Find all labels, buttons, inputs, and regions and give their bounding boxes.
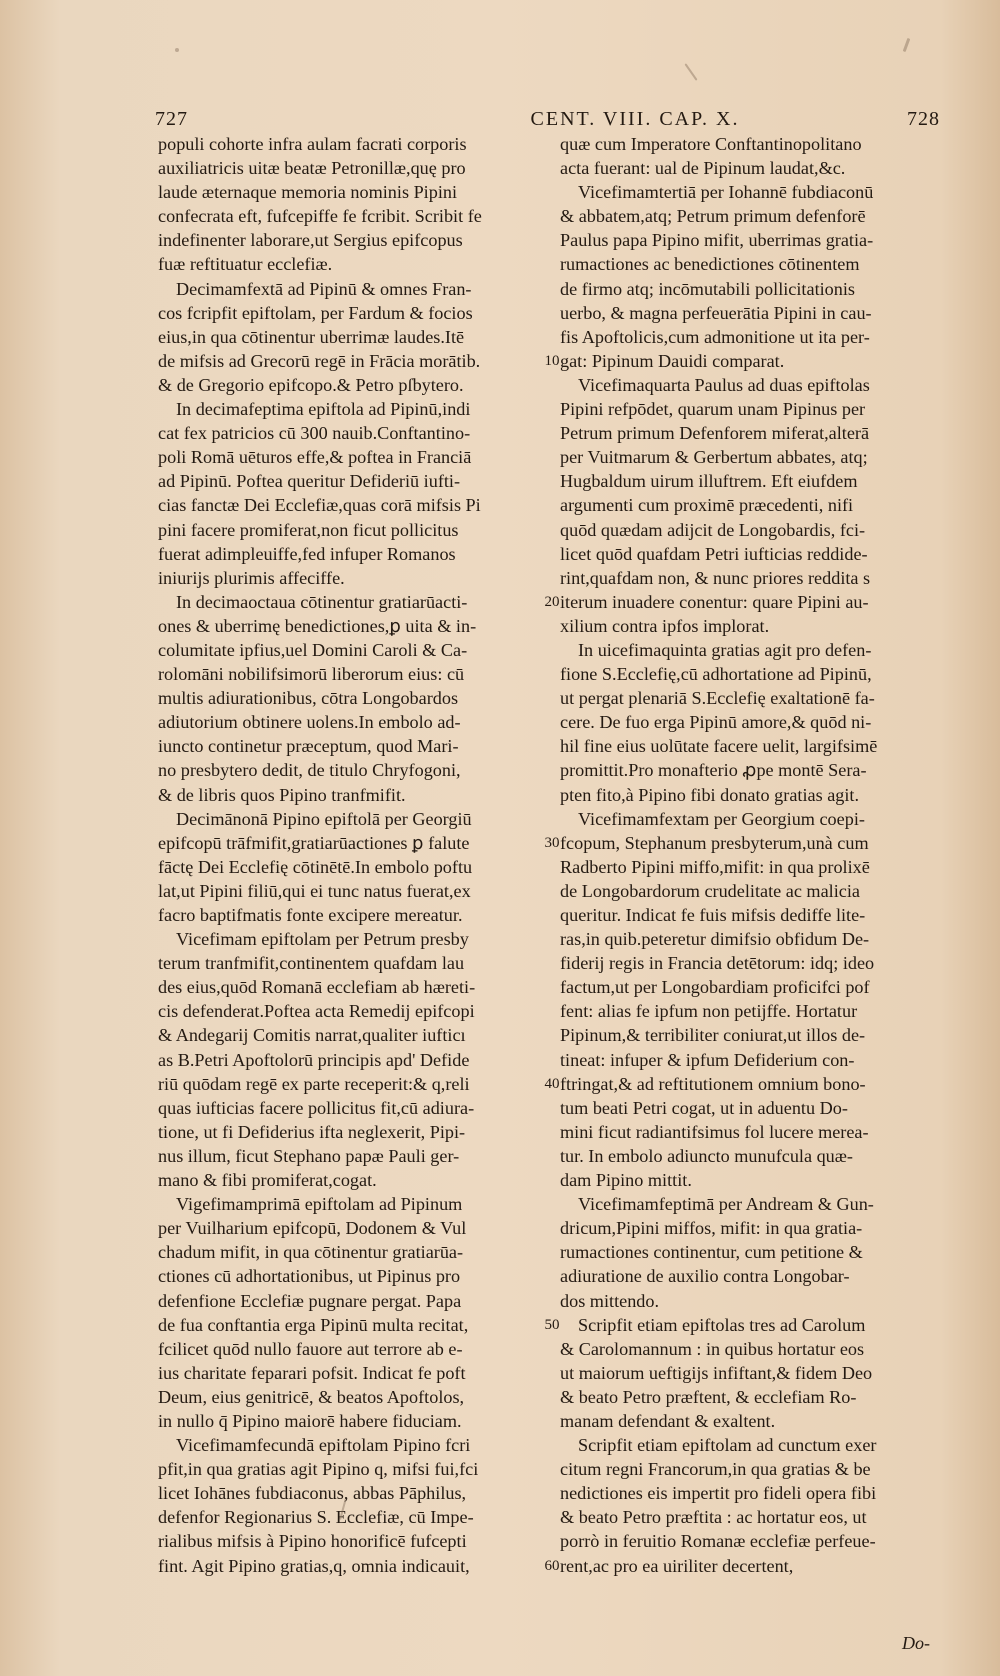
text-line: riū quōdam regē ex parte receperit:& q,reli (158, 1073, 470, 1094)
text-line: tione, ut fi Defiderius ifta neglexerit, Pipi- (158, 1121, 466, 1142)
text-line: ctiones cū adhortationibus, ut Pipinus pro (158, 1266, 461, 1287)
text-line: nus illum, ficut Stephano papæ Pauli ger- (158, 1145, 460, 1166)
text-line: lat,ut Pipini filiū,qui ei tunc natus fuerat,ex (158, 880, 471, 901)
text-line: mini ficut radiantifsimus fol lucere merea- (560, 1121, 869, 1142)
text-line: cis defenderat.Poftea acta Remedij epifcopi (158, 1001, 475, 1022)
text-line: ut maiorum ueftigijs infiftant,& fidem Deo (560, 1362, 873, 1383)
text-line: Decimamfextā ad Pipinū & omnes Fran- (176, 278, 472, 299)
text-line: ut pergat plenariā S.Ecclefię exaltationē fa- (560, 688, 875, 709)
text-line: Vicefimamtertiā per Iohannē fubdiaconū (578, 182, 874, 203)
text-line: & beato Petro præftita : ac hortatur eos, ut (560, 1507, 867, 1528)
text-line: defenfione Ecclefiæ pugnare pergat. Papa (158, 1290, 462, 1311)
text-line: auxiliatricis uitæ beatæ Petronillæ,quę pro (158, 158, 466, 179)
text-line: In decimaoctaua cōtinentur gratiarūacti- (176, 591, 468, 612)
line-number: 10 (544, 352, 560, 369)
text-line: rumactiones continentur, cum petitione & (560, 1242, 863, 1263)
text-line: quæ cum Imperatore Conftantinopolitano (560, 134, 862, 154)
text-line: nedictiones eis impertit pro fideli opera fibi (560, 1483, 877, 1504)
text-line: multis adiurationibus, cōtra Longobardos (158, 688, 459, 709)
text-line: fuerat adimpleuiffe,fed infuper Romanos (158, 543, 456, 564)
text-line: fis Apoftolicis,cum admonitione ut ita per- (560, 326, 870, 347)
text-line: tur. In embolo adiuncto munufcula quæ- (560, 1145, 853, 1166)
text-line: fāctę Dei Ecclefię cōtinētē.In embolo poftu (158, 856, 473, 877)
text-line: cere. De fuo erga Pipinū amore,& quōd ni- (560, 712, 872, 733)
right-text-column (560, 132, 938, 1578)
page-number-left: 727 (155, 108, 188, 130)
text-line: porrò in feruitio Romanæ ecclefiæ perfeue- (560, 1531, 876, 1552)
text-line: dos mittendo. (560, 1290, 660, 1311)
text-line: fione S.Ecclefię,cū adhortatione ad Pipinū, (560, 664, 872, 685)
text-line: citum regni Francorum,in qua gratias & be (560, 1459, 871, 1480)
text-line: manam defendant & exaltent. (560, 1410, 776, 1431)
text-line: as B.Petri Apoftolorū principis apd' Defide (158, 1049, 470, 1070)
line-number: 30 (544, 834, 560, 851)
text-line: Vicefimamfecundā epiftolam Pipino fcri (176, 1435, 471, 1456)
text-line: Decimānonā Pipino epiftolā per Georgiū (176, 808, 472, 829)
text-line: adiutorium obtinere uolens.In embolo ad- (158, 712, 461, 733)
text-line: cos fcripfit epiftolam, per Fardum & focios (158, 302, 473, 323)
text-line: per Vuilharium epifcopū, Dodonem & Vul (158, 1218, 467, 1239)
line-number: 20 (544, 593, 560, 610)
text-line: quas iufticias facere pollicitus fit,cū adiura- (158, 1097, 475, 1118)
text-line: de Longobardorum crudelitate ac malicia (560, 880, 860, 901)
text-line: Hugbaldum uirum illuftrem. Eft eiufdem (560, 471, 858, 492)
text-line: iuncto continetur præceptum, quod Mari- (158, 736, 459, 757)
text-line: mano & fibi promiferat,cogat. (158, 1170, 377, 1191)
text-line: dricum,Pipini miffos, mifit: in qua gratia- (560, 1218, 863, 1239)
text-line: iniurijs plurimis affeciffe. (158, 567, 345, 588)
text-line: Radberto Pipini miffo,mifit: in qua prolixē (560, 856, 870, 877)
text-line: des eius,quōd Romanā ecclefiam ab hæreti- (158, 977, 476, 998)
text-line: de fua conftantia erga Pipinū multa recitat, (158, 1314, 469, 1335)
text-line: poli Romā uēturos effe,& poftea in Franciā (158, 447, 472, 468)
text-line: fint. Agit Pipino gratias,q, omnia indicauit, (158, 1555, 470, 1576)
paper-speck (684, 63, 697, 81)
text-line: gat: Pipinum Dauidi comparat. (560, 350, 785, 371)
text-line: de mifsis ad Grecorū regē in Frācia morātib. (158, 350, 481, 371)
left-text-column (158, 132, 548, 1578)
text-line: pfit,in qua gratias agit Pipino q, mifsi fui,fci (158, 1459, 479, 1480)
text-line: rent,ac pro ea uiriliter decertent, (560, 1555, 794, 1576)
text-line: terum tranfmifit,continentem quafdam lau (158, 953, 465, 974)
text-line: & Carolomannum : in quibus hortatur eos (560, 1338, 865, 1359)
text-line: eius,in qua cōtinentur uberrimæ laudes.Itē (158, 326, 465, 347)
text-line: tineat: infuper & ipfum Defiderium con- (560, 1049, 855, 1070)
text-line: & de libris quos Pipino tranfmifit. (158, 784, 406, 805)
text-line: populi cohorte infra aulam facrati corporis (158, 134, 467, 154)
text-line: hil fine eius uolūtate facere uelit, largifsimē (560, 736, 878, 757)
line-number: 50 (544, 1316, 560, 1333)
text-line: argumenti cum proximē præcedenti, nifi (560, 495, 854, 516)
text-line: in nullo q̄ Pipino maiorē habere fiduciam. (158, 1410, 462, 1431)
catchword: Do- (902, 1633, 930, 1653)
text-line: ad Pipinū. Poftea queritur Defideriū iufti- (158, 471, 461, 492)
text-line: ftringat,& ad reftitutionem omnium bono- (560, 1073, 866, 1094)
text-line: rolomāni nobilifsimorū liberorum eius: cū (158, 664, 465, 685)
text-line: laude æternaque memoria nominis Pipini (158, 182, 458, 203)
text-line: ones & uberrimę benedictiones,ꝑ uita & in- (158, 615, 477, 636)
text-line: Deum, eius genitricē, & beatos Apoftolos, (158, 1386, 465, 1407)
text-line: cat fex patricios cū 300 nauib.Conftantino- (158, 423, 471, 444)
text-line: pini facere promiferat,non ficut pollicitus (158, 519, 459, 540)
page-number-right: 728 (907, 108, 940, 130)
text-line: fent: alias fe ipfum non petijffe. Hortatur (560, 1001, 858, 1022)
text-line: queritur. Indicat fe fuis mifsis dediffe lite- (560, 905, 866, 925)
text-line: defenfor Regionarius S. Ecclefiæ, cū Impe- (158, 1507, 474, 1528)
text-line: facro baptifmatis fonte excipere mereatur. (158, 905, 463, 925)
text-line: & Andegarij Comitis narrat,qualiter iufticı (158, 1025, 466, 1046)
text-line: promittit.Pro monafterio ꝓpe montē Sera- (560, 760, 867, 781)
text-line: ras,in quib.peteretur dimifsio obfidum De- (560, 929, 870, 950)
text-line: & beato Petro præftent, & ecclefiam Ro- (560, 1386, 857, 1407)
text-line: Vicefimamfextam per Georgium coepi- (578, 808, 865, 829)
text-line: tum beati Petri cogat, ut in aduentu Do- (560, 1097, 848, 1118)
text-line: de firmo atq; incōmutabili pollicitationis (560, 278, 855, 299)
text-line: & abbatem,atq; Petrum primum defenforē (560, 206, 866, 227)
text-line: xilium contra ipfos implorat. (560, 615, 770, 636)
text-line: fcopum, Stephanum presbyterum,unà cum (560, 832, 869, 853)
text-line: per Vuitmarum & Gerbertum abbates, atq; (560, 447, 868, 468)
text-line: Vicefimam epiftolam per Petrum presby (176, 929, 469, 950)
paper-speck (175, 48, 179, 52)
text-line: fcilicet quōd nullo fauore aut terrore ab e- (158, 1338, 463, 1359)
text-line: cias fanctæ Dei Ecclefiæ,quas corā mifsis Pi (158, 495, 481, 516)
paper-speck (903, 38, 911, 52)
text-line: licet quōd quafdam Petri iufticias reddide- (560, 543, 868, 564)
text-line: Vicefimaquarta Paulus ad duas epiftolas (578, 374, 870, 395)
line-number: 60 (544, 1557, 560, 1574)
text-line: rialibus mifsis à Pipino honorificē fufcepti (158, 1531, 467, 1552)
text-line: chadum mifit, in qua cōtinentur gratiarūa- (158, 1242, 464, 1263)
text-line: Vigefimamprimā epiftolam ad Pipinum (176, 1194, 463, 1215)
text-line: Scripfit etiam epiftolam ad cunctum exer (578, 1435, 877, 1456)
text-line: fuæ reftituatur ecclefiæ. (158, 254, 333, 275)
text-line: rint,quafdam non, & nunc priores reddita s (560, 567, 871, 588)
text-line: ius charitate feparari pofsit. Indicat fe poft (158, 1362, 466, 1383)
text-line: Vicefimamfeptimā per Andream & Gun- (578, 1194, 874, 1215)
text-line: & de Gregorio epifcopo.& Petro pſbytero. (158, 374, 464, 395)
text-line: uerbo, & magna perfeuerātia Pipini in cau- (560, 302, 872, 323)
text-line: quōd quædam adijcit de Longobardis, fci- (560, 519, 866, 540)
text-line: adiuratione de auxilio contra Longobar- (560, 1266, 850, 1287)
text-line: epifcopū trāfmifit,gratiarūactiones ꝑ falute (158, 832, 470, 853)
text-line: In decimafeptima epiftola ad Pipinū,indi (176, 399, 471, 420)
text-line: acta fuerant: ual de Pipinum laudat,&c. (560, 158, 846, 179)
text-line: In uicefimaquinta gratias agit pro defen- (578, 639, 872, 660)
text-line: Pipini refpōdet, quarum unam Pipinus per (560, 399, 866, 420)
text-line: dam Pipino mittit. (560, 1170, 692, 1191)
text-line: iterum inuadere conentur: quare Pipini au- (560, 591, 869, 612)
text-line: Pipinum,& terribiliter coniurat,ut illos de- (560, 1025, 866, 1046)
text-line: confecrata eft, fufcepiffe fe fcribit. Scribit fe (158, 206, 482, 227)
text-line: factum,ut per Longobardiam proficifci pof (560, 977, 870, 998)
text-line: Petrum primum Defenforem miferat,alterā (560, 423, 870, 444)
text-line: columitate ipfius,uel Domini Caroli & Ca- (158, 639, 468, 660)
text-line: pten fito,à Pipino fibi donato gratias agit. (560, 784, 860, 805)
line-number: 40 (544, 1075, 560, 1092)
text-line: indefinenter laborare,ut Sergius epifcopus (158, 230, 463, 251)
text-line: fiderij regis in Francia detētorum: idq; ideo (560, 953, 875, 974)
text-line: licet Iohānes fubdiaconus, abbas Pāphilus, (158, 1483, 467, 1504)
text-line: Paulus papa Pipino mifit, uberrimas gratia- (560, 230, 874, 251)
text-line: no presbytero dedit, de titulo Chryfogoni, (158, 760, 461, 781)
text-line: Scripfit etiam epiftolas tres ad Carolum (578, 1314, 866, 1335)
running-title: CENT. VIII. CAP. X. (530, 108, 740, 130)
text-line: rumactiones ac benedictiones cōtinentem (560, 254, 860, 275)
